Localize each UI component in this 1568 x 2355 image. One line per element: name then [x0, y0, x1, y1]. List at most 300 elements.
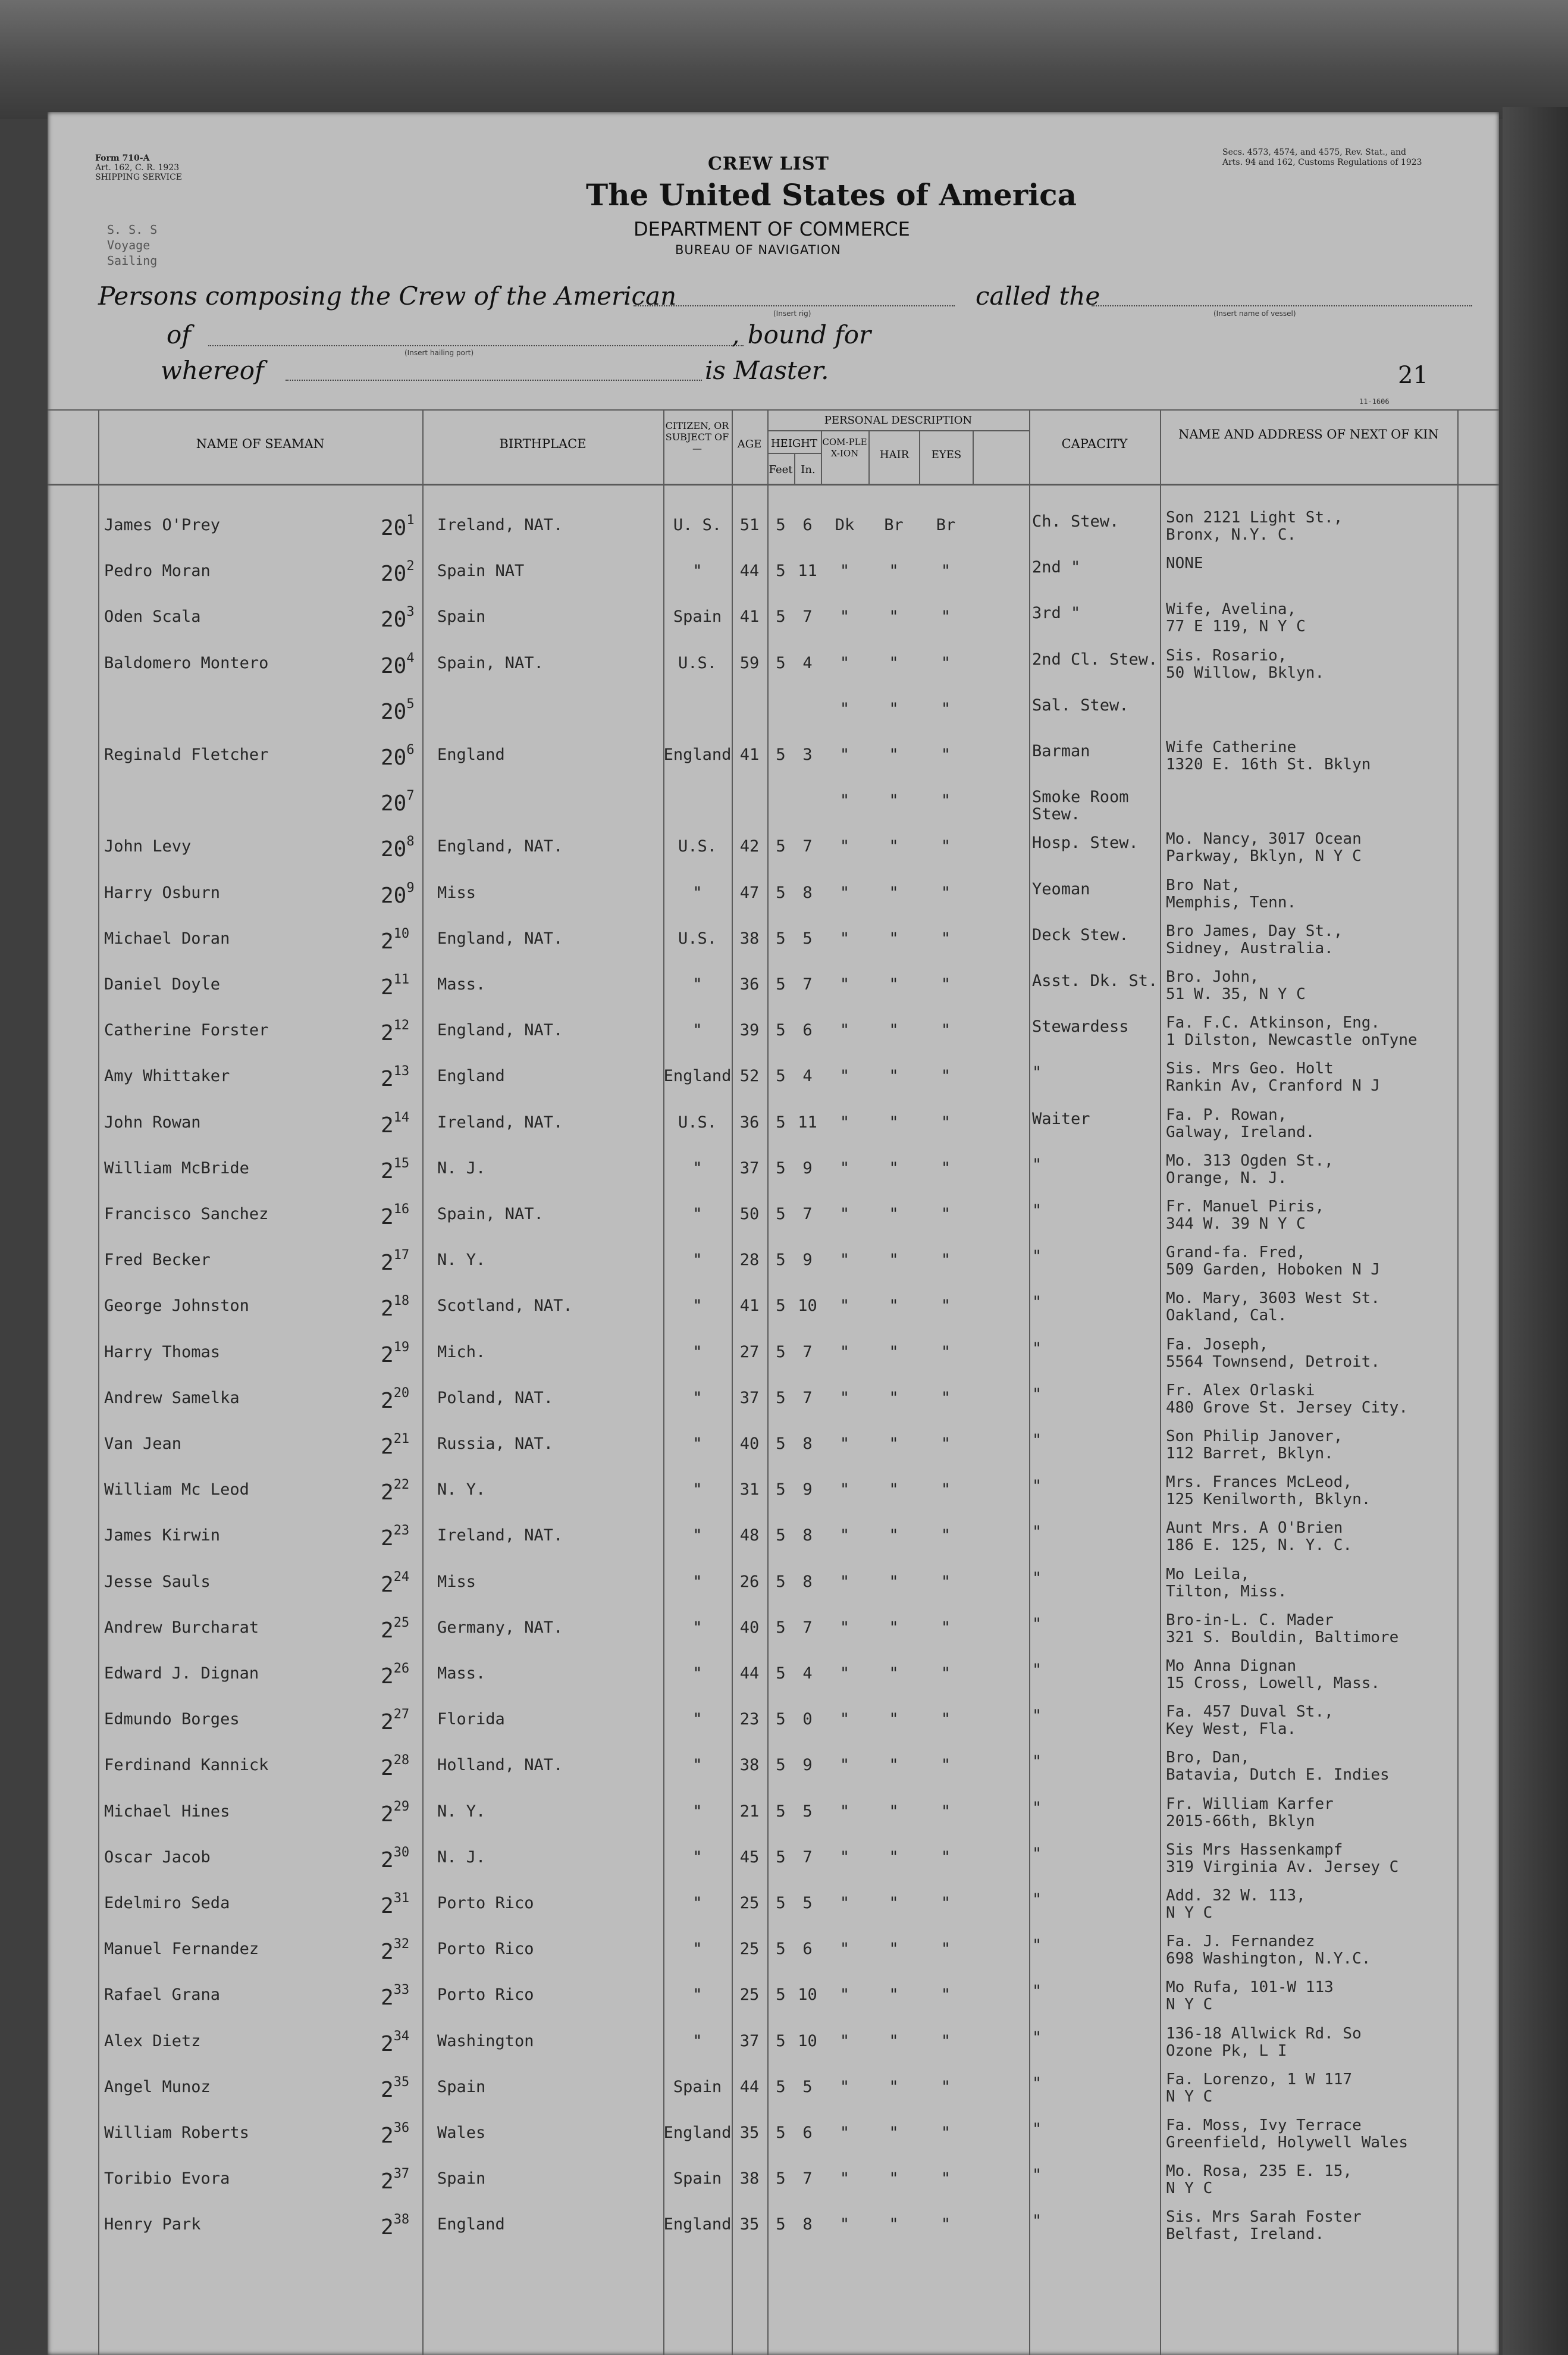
citizen-of: "	[692, 883, 703, 902]
height-inches: 9	[802, 1251, 813, 1270]
serial-base: 2	[381, 1710, 394, 1735]
complexion: "	[839, 837, 850, 856]
birthplace: Germany, NAT.	[437, 1618, 563, 1637]
citizen-of: "	[692, 1205, 703, 1223]
height-inches: 5	[802, 2077, 813, 2096]
height-inches: 7	[802, 837, 813, 856]
height-feet: 5	[776, 1894, 786, 1912]
next-of-kin	[1166, 647, 1451, 682]
serial-sub: 17	[393, 1248, 410, 1263]
capacity: "	[1032, 1890, 1042, 1909]
next-of-kin	[1166, 1107, 1451, 1141]
next-of-kin-line-2: Greenfield, Holywell Wales	[1166, 2134, 1408, 2152]
serial-sub: 18	[393, 1294, 410, 1309]
height-inches: 4	[802, 1067, 813, 1086]
age: 23	[739, 1710, 760, 1729]
serial-base: 2	[381, 1388, 394, 1413]
height-inches: 9	[802, 1480, 813, 1499]
seaman-name: William Roberts	[104, 2124, 249, 2142]
seaman-name: Edward J. Dignan	[104, 1664, 259, 1683]
eyes: "	[940, 1251, 951, 1270]
height-inches: 6	[802, 1021, 813, 1040]
ss-note	[107, 222, 157, 268]
next-of-kin	[1166, 1474, 1451, 1508]
hair: "	[889, 2124, 899, 2142]
seaman-name: Andrew Samelka	[104, 1388, 240, 1407]
serial-number	[381, 1798, 410, 1827]
eyes: "	[940, 1802, 951, 1821]
serial-base: 2	[381, 1480, 394, 1505]
serial-sub: 10	[393, 926, 410, 941]
eyes: "	[940, 2124, 951, 2142]
birthplace: Spain	[437, 607, 486, 627]
next-of-kin-line-1: Mo Rufa, 101-W 113	[1166, 1978, 1334, 1997]
next-of-kin	[1166, 1566, 1451, 1601]
seaman-name: Catherine Forster	[104, 1021, 269, 1040]
citizen-of: "	[692, 1894, 703, 1912]
height-feet: 5	[776, 1664, 786, 1683]
serial-sub: 2	[406, 559, 415, 574]
serial-number	[381, 1063, 410, 1092]
height-feet: 5	[776, 1021, 786, 1040]
height-feet: 5	[776, 1756, 786, 1775]
serial-sub: 6	[406, 743, 415, 757]
citizen-of: U.S.	[678, 929, 717, 948]
height-inches: 10	[798, 2031, 817, 2050]
master-blank	[286, 380, 702, 381]
hair: "	[889, 2169, 899, 2188]
crew-row	[48, 1978, 1499, 2028]
capacity: "	[1032, 1568, 1042, 1587]
serial-number	[381, 1292, 410, 1321]
serial-number	[381, 833, 415, 862]
age: 44	[739, 562, 760, 581]
birthplace: England, NAT.	[437, 1021, 563, 1040]
height-inches: 8	[802, 1526, 813, 1545]
next-of-kin-line-2: Oakland, Cal.	[1166, 1307, 1287, 1325]
crew-list-title: CREW LIST	[708, 154, 829, 174]
serial-sub: 4	[406, 650, 415, 666]
serial-number	[381, 879, 415, 908]
serial-base: 20	[381, 607, 407, 632]
vessel-blank	[1092, 305, 1472, 306]
eyes: "	[940, 2215, 951, 2234]
seaman-name: Jesse Sauls	[104, 1572, 211, 1591]
eyes: "	[940, 746, 951, 764]
next-of-kin-line-2: 125 Kenilworth, Bklyn.	[1166, 1490, 1371, 1509]
complexion: "	[839, 791, 850, 810]
serial-number	[381, 1017, 410, 1046]
serial-number	[381, 1430, 410, 1459]
serial-base: 2	[381, 1435, 394, 1459]
serial-base: 20	[381, 746, 407, 770]
seaman-name: Andrew Burcharat	[104, 1618, 259, 1637]
serial-base: 2	[381, 1251, 394, 1276]
birthplace: Washington	[437, 2031, 534, 2050]
next-of-kin-line-2: Galway, Ireland.	[1166, 1123, 1315, 1141]
serial-number	[381, 1247, 410, 1276]
serial-base: 2	[381, 1021, 394, 1046]
birthplace: Miss	[437, 883, 476, 902]
next-of-kin-line-2: Ozone Pk, L I	[1166, 2041, 1287, 2060]
seaman-name: Rafael Grana	[104, 1986, 221, 2005]
crew-row	[48, 509, 1499, 558]
height-feet: 5	[776, 929, 786, 948]
capacity: "	[1032, 1936, 1042, 1955]
serial-base: 2	[381, 1342, 394, 1367]
next-of-kin-line-1: Bro, Dan,	[1166, 1749, 1250, 1767]
capacity: "	[1032, 2028, 1042, 2047]
birthplace: N. J.	[437, 1847, 486, 1867]
eyes: "	[940, 1710, 951, 1729]
complexion: "	[839, 2215, 850, 2234]
serial-number	[381, 2119, 410, 2148]
hair: "	[889, 975, 899, 994]
citizen-of: U.S.	[678, 653, 717, 672]
complexion: "	[839, 2077, 850, 2096]
hair: "	[889, 1664, 899, 1683]
hair: "	[889, 1342, 899, 1361]
seaman-name: Alex Dietz	[104, 2031, 201, 2050]
next-of-kin-line-1: Bro. John,	[1166, 968, 1259, 986]
citizen-of: England	[663, 746, 732, 764]
serial-number	[381, 1385, 410, 1413]
height-feet: 5	[776, 1618, 786, 1637]
next-of-kin	[1166, 1796, 1451, 1830]
complexion: "	[839, 1664, 850, 1683]
hair: "	[889, 1526, 899, 1545]
crew-row	[48, 1565, 1499, 1615]
next-of-kin-line-1: Sis. Mrs Sarah Foster	[1166, 2208, 1362, 2226]
eyes: "	[940, 1388, 951, 1407]
height-inches: 11	[798, 562, 817, 581]
hair: "	[889, 1480, 899, 1499]
next-of-kin	[1166, 1198, 1451, 1233]
capacity: "	[1032, 1798, 1042, 1817]
complexion: "	[839, 975, 850, 994]
height-feet: 5	[776, 1342, 786, 1361]
eyes: "	[940, 1618, 951, 1637]
seaman-name: John Rowan	[104, 1113, 201, 1132]
hair: "	[889, 1158, 899, 1178]
citizen-of: "	[692, 1158, 703, 1178]
header-bottom-rule	[48, 484, 1499, 486]
capacity: "	[1032, 1385, 1042, 1404]
age: 48	[739, 1526, 760, 1545]
complexion: "	[839, 1618, 850, 1637]
complexion: "	[839, 1021, 850, 1040]
seaman-name: Amy Whittaker	[104, 1067, 230, 1086]
seaman-name: Toribio Evora	[104, 2169, 230, 2188]
height-feet: 5	[776, 1572, 786, 1591]
seaman-name: Van Jean	[104, 1435, 182, 1453]
sheet-number: 21	[1398, 362, 1428, 389]
crew-row	[48, 2162, 1499, 2212]
birthplace: England	[437, 2215, 505, 2234]
seaman-name: Harry Osburn	[104, 883, 221, 902]
height-inches: 7	[802, 1618, 813, 1637]
complexion: "	[839, 929, 850, 948]
age: 47	[739, 883, 760, 902]
next-of-kin-line-2: Orange, N. J.	[1166, 1169, 1287, 1187]
complexion: "	[839, 562, 850, 581]
crew-row	[48, 1473, 1499, 1523]
age: 38	[739, 929, 760, 948]
height-inches: 6	[802, 516, 813, 534]
crew-row	[48, 922, 1499, 972]
height-inches: 8	[802, 2215, 813, 2234]
seaman-name: Daniel Doyle	[104, 975, 221, 994]
next-of-kin-line-2: Rankin Av, Cranford N J	[1166, 1077, 1381, 1095]
birthplace: Spain	[437, 2169, 486, 2188]
next-of-kin	[1166, 1979, 1451, 2013]
height-feet: 5	[776, 1113, 786, 1132]
serial-base: 20	[381, 516, 407, 540]
serial-sub: 21	[393, 1432, 410, 1446]
height-inches: 4	[802, 1664, 813, 1683]
crew-row	[48, 1703, 1499, 1752]
col-feet: Feet	[769, 464, 793, 476]
capacity: "	[1032, 1293, 1042, 1312]
crew-row	[48, 1657, 1499, 1706]
serial-sub: 29	[393, 1799, 410, 1814]
complexion: "	[839, 746, 850, 764]
serial-sub: 37	[393, 2166, 410, 2182]
height-feet: 5	[776, 2031, 786, 2050]
serial-sub: 22	[393, 1477, 410, 1493]
next-of-kin	[1166, 2163, 1451, 2197]
crew-row	[48, 1014, 1499, 1063]
capacity: "	[1032, 1155, 1042, 1174]
next-of-kin-line-2: 344 W. 39 N Y C	[1166, 1215, 1306, 1233]
citizen-of: "	[692, 1710, 703, 1729]
height-inches: 3	[802, 746, 813, 764]
next-of-kin-line-1: Aunt Mrs. A O'Brien	[1166, 1519, 1343, 1537]
citizen-of: U.S.	[678, 837, 717, 856]
capacity: Asst. Dk. St.	[1032, 972, 1158, 990]
height-feet: 5	[776, 1067, 786, 1086]
height-inches: 11	[798, 1113, 817, 1132]
age: 28	[739, 1251, 760, 1270]
next-of-kin-line-1: 136-18 Allwick Rd. So	[1166, 2024, 1362, 2043]
age: 37	[739, 1388, 760, 1407]
height-feet: 5	[776, 1388, 786, 1407]
serial-number	[381, 1936, 410, 1965]
seaman-name: William Mc Leod	[104, 1480, 249, 1499]
seaman-name: Fred Becker	[104, 1251, 211, 1270]
height-feet: 5	[776, 1710, 786, 1729]
citizen-of: U.S.	[678, 1113, 717, 1132]
col-inches: In.	[801, 464, 816, 476]
rig-blank	[634, 305, 955, 306]
eyes: "	[940, 1158, 951, 1178]
age: 37	[739, 2031, 760, 2050]
birthplace: Holland, NAT.	[437, 1756, 563, 1775]
age: 39	[739, 1021, 760, 1040]
eyes: "	[940, 1205, 951, 1223]
age: 59	[739, 653, 760, 672]
height-inches: 8	[802, 1435, 813, 1453]
birthplace: Spain, NAT.	[437, 1205, 544, 1223]
crew-row	[48, 738, 1499, 788]
eyes: "	[940, 1480, 951, 1499]
hair: "	[889, 1067, 899, 1086]
next-of-kin	[1166, 2209, 1451, 2243]
serial-sub: 3	[406, 605, 415, 620]
port-blank	[208, 345, 744, 346]
department-title: DEPARTMENT OF COMMERCE	[634, 218, 910, 240]
next-of-kin	[1166, 739, 1451, 773]
complexion: Dk	[835, 516, 855, 534]
citizen-of: England	[663, 2124, 732, 2142]
next-of-kin	[1166, 1060, 1451, 1095]
complexion: "	[839, 1894, 850, 1912]
age: 25	[739, 1986, 760, 2005]
next-of-kin-line-2: 321 S. Bouldin, Baltimore	[1166, 1628, 1399, 1646]
seaman-name: John Levy	[104, 837, 192, 856]
seaman-name: Michael Doran	[104, 929, 230, 948]
next-of-kin-line-2: Memphis, Tenn.	[1166, 893, 1297, 912]
serial-sub: 15	[393, 1155, 410, 1171]
serial-sub: 31	[393, 1891, 410, 1906]
col-citizen: CITIZEN, OR SUBJECT OF—	[665, 420, 729, 454]
serial-base: 2	[381, 1158, 394, 1183]
citizen-of: "	[692, 1342, 703, 1361]
next-of-kin-line-1: Fa. Lorenzo, 1 W 117	[1166, 2070, 1353, 2088]
serial-base: 2	[381, 1847, 394, 1872]
birthplace: Porto Rico	[437, 1940, 534, 1959]
serial-sub: 34	[393, 2028, 410, 2044]
serial-number	[381, 603, 415, 632]
crew-row	[48, 1840, 1499, 1890]
complexion: "	[839, 2169, 850, 2188]
serial-base: 2	[381, 2215, 394, 2240]
serial-number	[381, 650, 415, 678]
bureau-title: BUREAU OF NAVIGATION	[675, 243, 841, 257]
complexion: "	[839, 1572, 850, 1591]
ss-line-3: Sailing	[107, 253, 158, 268]
serial-number	[381, 696, 415, 724]
height-feet: 5	[776, 653, 786, 672]
age: 41	[739, 607, 760, 627]
eyes: "	[940, 1847, 951, 1867]
seaman-name: Harry Thomas	[104, 1342, 221, 1361]
capacity: "	[1032, 2212, 1042, 2231]
height-feet: 5	[776, 1802, 786, 1821]
eyes: "	[940, 1021, 951, 1040]
height-feet: 5	[776, 1435, 786, 1453]
serial-base: 20	[381, 699, 407, 724]
next-of-kin-line-2: N Y C	[1166, 1996, 1213, 2014]
line1-label: Persons composing the Crew of the American	[98, 281, 677, 311]
crew-row	[48, 2208, 1499, 2257]
serial-sub: 19	[393, 1339, 410, 1355]
height-inches: 0	[802, 1710, 813, 1729]
next-of-kin	[1166, 1658, 1451, 1692]
age: 31	[739, 1480, 760, 1499]
next-of-kin-line-2: 698 Washington, N.Y.C.	[1166, 1950, 1371, 1968]
height-inches: 7	[802, 1388, 813, 1407]
hair: "	[889, 1572, 899, 1591]
serial-sub: 24	[393, 1569, 410, 1584]
birthplace: Wales	[437, 2124, 486, 2142]
birthplace: N. J.	[437, 1158, 486, 1178]
age: 25	[739, 1940, 760, 1959]
hair: "	[889, 883, 899, 902]
serial-base: 20	[381, 837, 407, 862]
next-of-kin	[1166, 1749, 1451, 1784]
eyes: "	[940, 1067, 951, 1086]
crew-row	[48, 876, 1499, 926]
citizen-of: "	[692, 1756, 703, 1775]
height-feet: 5	[776, 2124, 786, 2142]
next-of-kin	[1166, 509, 1451, 544]
age: 45	[739, 1847, 760, 1867]
eyes: "	[940, 975, 951, 994]
citizen-of: "	[692, 1847, 703, 1867]
form-id: Form 710-A	[95, 154, 150, 163]
complexion: "	[839, 1802, 850, 1821]
serial-sub: 28	[393, 1753, 410, 1768]
next-of-kin	[1166, 1703, 1451, 1738]
complexion: "	[839, 1940, 850, 1959]
next-of-kin-line-1: Fa. Moss, Ivy Terrace	[1166, 2116, 1362, 2134]
col-birthplace: BIRTHPLACE	[499, 437, 587, 451]
serial-number	[381, 925, 410, 954]
birthplace: Russia, NAT.	[437, 1435, 554, 1453]
capacity: "	[1032, 1752, 1042, 1771]
seaman-name: Henry Park	[104, 2215, 201, 2234]
crew-row	[48, 1887, 1499, 1936]
eyes: "	[940, 1526, 951, 1545]
birthplace: Spain NAT	[437, 562, 525, 581]
complexion: "	[839, 2124, 850, 2142]
hair: "	[889, 929, 899, 948]
height-feet: 5	[776, 2077, 786, 2096]
eyes: "	[940, 607, 951, 627]
citizen-of: "	[692, 1251, 703, 1270]
hair: Br	[884, 516, 904, 534]
seaman-name: Manuel Fernandez	[104, 1940, 259, 1959]
height-inches: 5	[802, 929, 813, 948]
next-of-kin-line-1: Bro Nat,	[1166, 876, 1241, 894]
height-inches: 7	[802, 1847, 813, 1867]
height-inches: 8	[802, 883, 813, 902]
citizen-of: "	[692, 1664, 703, 1683]
crew-row	[48, 1198, 1499, 1247]
hair: "	[889, 1205, 899, 1223]
eyes: "	[940, 1113, 951, 1132]
complexion: "	[839, 607, 850, 627]
eyes: "	[940, 1435, 951, 1453]
next-of-kin-line-2: Batavia, Dutch E. Indies	[1166, 1766, 1390, 1784]
next-of-kin-line-2: Key West, Fla.	[1166, 1720, 1297, 1739]
serial-number	[381, 1706, 410, 1735]
hair: "	[889, 2077, 899, 2096]
next-of-kin	[1166, 1520, 1451, 1554]
next-of-kin-line-1: Fr. William Karfer	[1166, 1795, 1334, 1813]
serial-number	[381, 971, 410, 1000]
height-inches: 7	[802, 607, 813, 627]
crew-row	[48, 1427, 1499, 1477]
next-of-kin	[1166, 1014, 1451, 1049]
capacity: 2nd "	[1032, 558, 1081, 577]
eyes: "	[940, 929, 951, 948]
hair: "	[889, 1986, 899, 2005]
serial-base: 2	[381, 1113, 394, 1138]
serial-number	[381, 558, 415, 587]
serial-base: 2	[381, 1572, 394, 1597]
